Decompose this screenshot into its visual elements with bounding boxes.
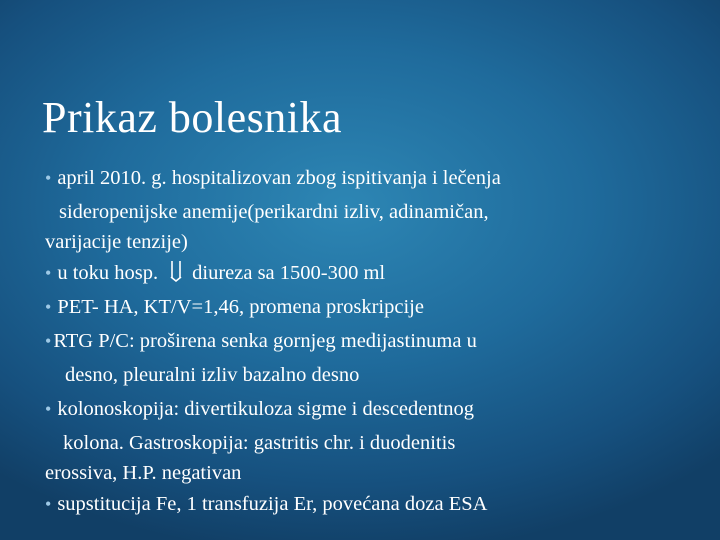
line-text: erossiva, H.P. negativan [45, 462, 242, 484]
bullet-icon: • [45, 168, 52, 188]
list-item-continuation [45, 458, 705, 489]
line-text: april 2010. g. hospitalizovan zbog ispitivanja i lečenja [57, 167, 501, 189]
list-item [45, 292, 705, 326]
down-arrow-icon [170, 260, 182, 282]
line-text: supstitucija Fe, 1 transfuzija Er, povećana doza ESA [57, 493, 488, 515]
line-text: u toku hosp. [57, 262, 159, 284]
list-item [45, 394, 705, 428]
bullet-icon: • [45, 297, 52, 317]
line-text: kolona. Gastroskopija: gastritis chr. i duodenitis [63, 432, 456, 454]
list-item [45, 326, 705, 360]
line-text: sideropenijske anemije(perikardni izliv, adinamičan, [59, 201, 489, 223]
list-item-continuation [45, 360, 705, 394]
bullet-icon: • [45, 263, 52, 283]
bullet-icon: • [45, 399, 52, 419]
slide-body [45, 163, 705, 523]
line-text: desno, pleuralni izliv bazalno desno [65, 364, 360, 386]
bullet-icon: • [45, 331, 52, 351]
line-text: PET- HA, KT/V=1,46, promena proskripcije [57, 296, 424, 318]
list-item [45, 258, 705, 292]
list-item [45, 489, 705, 523]
list-item-continuation [45, 197, 705, 231]
bullet-icon: • [45, 494, 52, 514]
list-item [45, 163, 705, 197]
list-item-continuation [45, 428, 705, 462]
line-text: kolonoskopija: divertikuloza sigme i descedentnog [57, 398, 475, 420]
line-text: varijacije tenzije) [45, 231, 188, 253]
list-item-continuation [45, 227, 705, 258]
line-text: RTG P/C: proširena senka gornjeg medijastinuma u [53, 330, 477, 352]
line-text: diureza sa 1500-300 ml [192, 262, 386, 284]
slide-title: Prikaz bolesnika [42, 93, 343, 142]
